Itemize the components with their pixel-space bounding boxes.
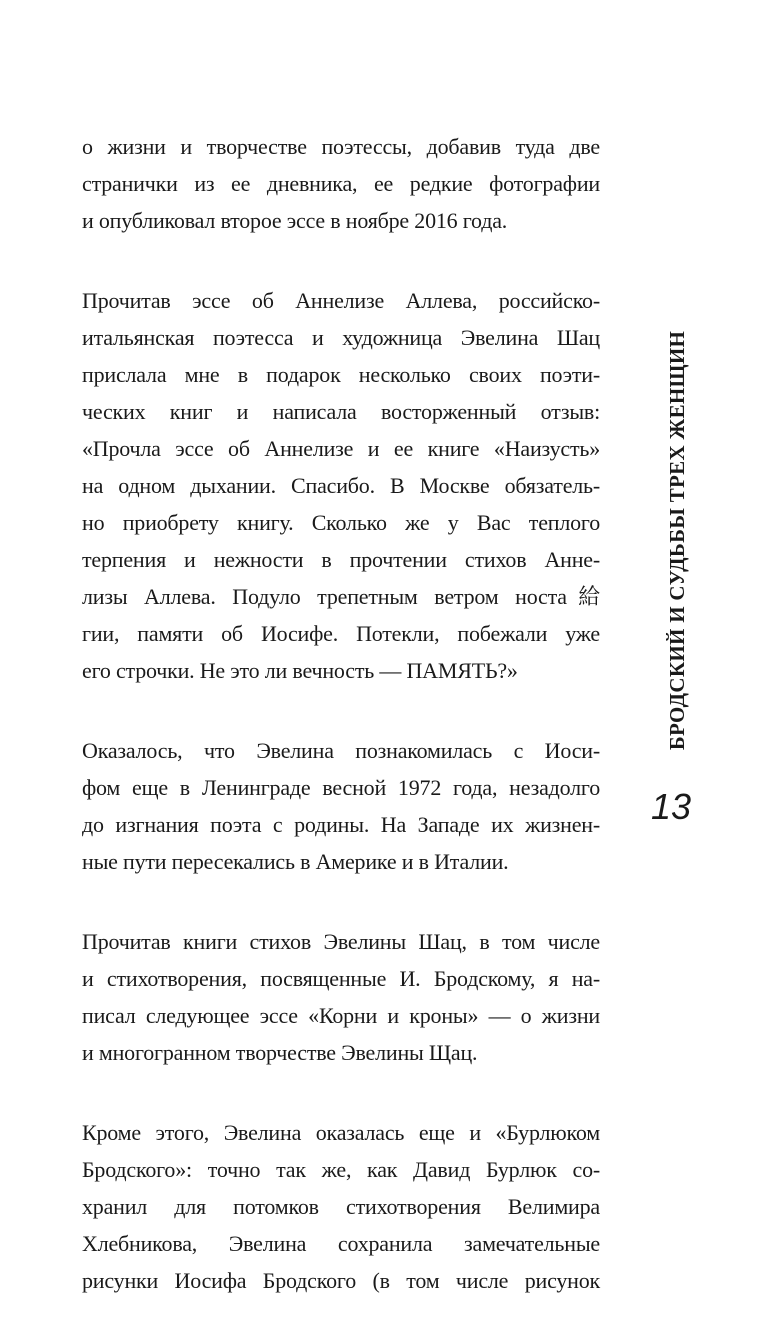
text-line: ческих книг и написала восторженный отзыв: <box>82 399 600 424</box>
text-line: писал следующее эссе «Корни и кроны» — о жизни <box>82 1003 600 1028</box>
paragraph <box>82 128 600 239</box>
text-line: его строчки. Не это ли вечность — ПАМЯТЬ?» <box>82 658 518 683</box>
text-line: фом еще в Ленинграде весной 1972 года, незадолго <box>82 775 600 800</box>
paragraph <box>82 1114 600 1299</box>
text-line: Кроме этого, Эвелина оказалась еще и «Бурлюком <box>82 1120 600 1145</box>
text-line: Оказалось, что Эвелина познакомилась с Иоси- <box>82 738 600 763</box>
paragraph <box>82 732 600 880</box>
text-line: терпения и нежности в прочтении стихов Анне- <box>82 547 600 572</box>
text-line: Прочитав эссе об Аннелизе Аллева, российско- <box>82 288 600 313</box>
page-body <box>82 128 600 1342</box>
text-line: рисунки Иосифа Бродского (в том числе рисунок <box>82 1268 600 1293</box>
paragraph <box>82 923 600 1071</box>
running-head-text: БРОДСКИЙ И СУДЬБЫ ТРЕХ ЖЕНЩИН <box>665 330 690 750</box>
text-line: и опубликовал второе эссе в ноябре 2016 года. <box>82 208 508 233</box>
text-line: странички из ее дневника, ее редкие фотографии <box>82 171 600 196</box>
text-line: гии, памяти об Иосифе. Потекли, побежали уже <box>82 621 600 646</box>
text-line: о жизни и творчестве поэтессы, добавив туда две <box>82 134 600 159</box>
text-line: хранил для потомков стихотворения Велимира <box>82 1194 600 1219</box>
text-line: но приобрету книгу. Сколько же у Вас теплого <box>82 510 600 535</box>
paragraph <box>82 282 600 689</box>
text-line: и многогранном творчестве Эвелины Щац. <box>82 1040 478 1065</box>
text-line: на одном дыхании. Спасибо. В Москве обязатель- <box>82 473 600 498</box>
text-line: и стихотворения, посвященные И. Бродскому, я на- <box>82 966 600 991</box>
text-line: «Прочла эссе об Аннелизе и ее книге «Наизусть» <box>82 436 600 461</box>
text-line: до изгнания поэта с родины. На Западе их жизнен- <box>82 812 600 837</box>
running-head <box>663 325 693 755</box>
page-number: 13 <box>650 786 692 827</box>
text-line: лизы Аллева. Подуло трепетным ветром носта給 <box>82 584 600 609</box>
text-line: прислала мне в подарок несколько своих поэти- <box>82 362 600 387</box>
text-line: Прочитав книги стихов Эвелины Шац, в том числе <box>82 929 600 954</box>
text-line: итальянская поэтесса и художница Эвелина Шац <box>82 325 600 350</box>
text-line: Бродского»: точно так же, как Давид Бурлюк со- <box>82 1157 600 1182</box>
text-line: Хлебникова, Эвелина сохранила замечательные <box>82 1231 600 1256</box>
text-line: ные пути пересекались в Америке и в Италии. <box>82 849 509 874</box>
